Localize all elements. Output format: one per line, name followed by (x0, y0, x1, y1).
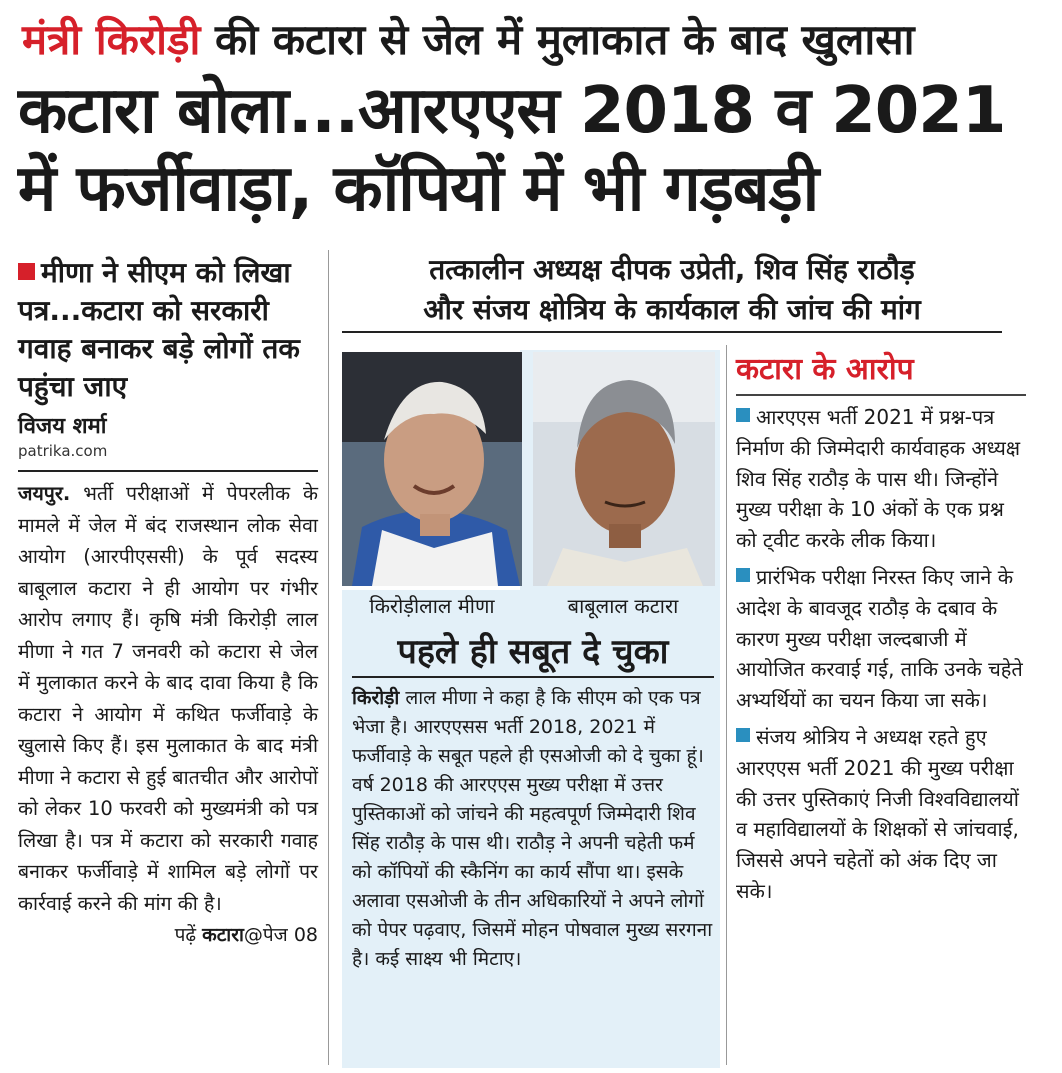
red-square-icon (18, 263, 35, 280)
portrait-icon (342, 352, 522, 586)
byline: विजय शर्मा (18, 414, 107, 439)
evidence-box (352, 630, 714, 974)
column-divider-right (726, 345, 727, 1065)
allegation-item: संजय श्रोत्रिय ने अध्यक्ष रहते हुए आरएएस भर्ती 2021 की मुख्य परीक्षा की उत्तर पुस्तिकाएं निजी विश्वविद्यालयों व महाविद्यालयों के शिक्षकों से जांचवाई, जिससे अपने चहेतों को अंक दिए जा सके। (736, 724, 1019, 903)
evidence-box-heading: पहले ही सबूत दे चुका (397, 632, 669, 672)
left-body-text: भर्ती परीक्षाओं में पेपरलीक के मामले में जेल में बंद राजस्थान लोक सेवा आयोग (आरपीएससी) के पूर्व सदस्य बाबूलाल कटारा ने ही आयोग पर गंभीर आरोप लगाए हैं। कृषि मंत्री किरोड़ी लाल मीणा ने गत 7 जनवरी को कटारा से जेल में मुलाकात करने के बाद दावा किया है कि कटारा ने आयोग में कथित फर्जीवाड़े के खुलासे किए हैं। इस मुलाकात के बाद मंत्री मीणा ने कटारा से हुई बातचीत और आरोपों को लेकर 10 फरवरी को मुख्यमंत्री को पत्र लिखा है। पत्र में कटारा को सरकारी गवाह बनाकर फर्जीवाड़े में शामिल बड़े लोगों पर कार्रवाई करने की मांग की है। (18, 482, 318, 915)
allegations-list (736, 402, 1026, 907)
evidence-box-body: किरोड़ी लाल मीणा ने कहा है कि सीएम को एक पत्र भेजा है। आरएएसस भर्ती 2018, 2021 में फर्जीवाड़े के सबूत पहले ही एसओजी को दे चुका हूं। वर्ष 2018 की आरएएस मुख्य परीक्षा में उत्तर पुस्तिकाओं को जांचने की महत्वपूर्ण जिम्मेदारी शिव सिंह राठौड़ के पास थी। राठौड़ ने अपनी चहेती फर्म को कॉपियों की स्कैनिंग का कार्य सौंपा था। इसके अलावा एसओजी के तीन अधिकारियों ने अपने लोगों को पेपर पढ़वाए, जिसमें मोहन पोषवाल मुख्य सरगना है। कई साक्ष्य भी मिटाए। (352, 687, 713, 970)
main-headline (18, 72, 1048, 228)
dateline: जयपुर. (18, 482, 71, 505)
jump-line: पढ़ें कटारा@पेज 08 (174, 924, 318, 946)
kicker-line (22, 14, 1042, 66)
headline-line-1: कटारा बोला...आरएएस 2018 व 2021 (18, 74, 1006, 148)
photo-caption-2: बाबूलाल कटारा (567, 594, 679, 618)
subheadline: तत्कालीन अध्यक्ष दीपक उप्रेती, शिव सिंह राठौड़ और संजय क्षोत्रिय के कार्यकाल की जांच की मांग (423, 253, 921, 326)
headline-line-2: में फर्जीवाड़ा, कॉपियों में भी गड़बड़ी (18, 152, 819, 226)
allegation-item: प्रारंभिक परीक्षा निरस्त किए जाने के आदेश के बावजूद राठौड़ के दबाव के कारण मुख्य परीक्षा जल्दबाजी में आयोजित करवाई गई, ताकि उनके चहेते अभ्यर्थियों का चयन किया जा सके। (736, 564, 1023, 713)
box-rule (352, 676, 714, 678)
subhead-rule (342, 331, 1002, 333)
allegations-title: कटारा के आरोप (736, 352, 914, 387)
blue-square-icon (736, 728, 750, 742)
left-column (18, 254, 318, 947)
column-divider (328, 250, 329, 1065)
left-body (18, 478, 318, 919)
right-rule (736, 394, 1026, 396)
photo-kirodi-lal-meena (342, 352, 522, 586)
right-column (736, 350, 1026, 913)
blue-square-icon (736, 568, 750, 582)
portrait-icon (533, 352, 715, 586)
divider (18, 470, 318, 472)
photo-caption-1: किरोड़ीलाल मीणा (369, 594, 495, 618)
photo-babulal-katara (533, 352, 715, 586)
left-highlight: मीणा ने सीएम को लिखा पत्र...कटारा को सरकारी गवाह बनाकर बड़े लोगों तक पहुंचा जाए (18, 256, 300, 403)
allegation-item: आरएएस भर्ती 2021 में प्रश्न-पत्र निर्माण की जिम्मेदारी कार्यवाहक अध्यक्ष शिव सिंह राठौड़ के पास थी। जिन्होंने मुख्य परीक्षा के 10 अंकों के एक प्रश्न को ट्वीट करके लीक किया। (736, 405, 1021, 553)
kicker-text: की कटारा से जेल में मुलाकात के बाद खुलासा (200, 15, 915, 64)
kicker-highlight: मंत्री किरोड़ी (22, 15, 201, 64)
blue-square-icon (736, 408, 750, 422)
source-site: patrika.com (18, 442, 108, 460)
